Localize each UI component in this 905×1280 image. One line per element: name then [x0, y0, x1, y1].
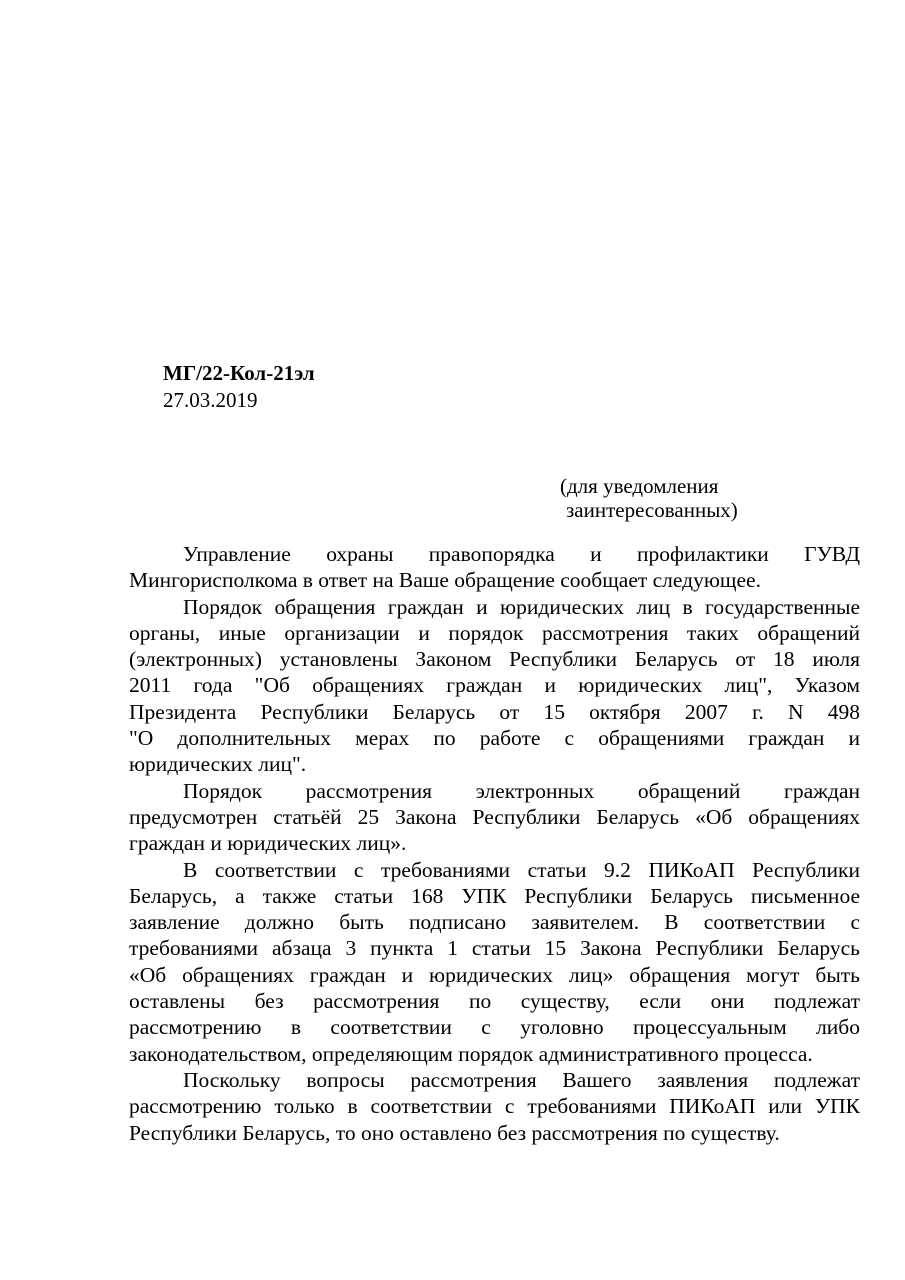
text-line: законодательством, определяющим порядок административного процесса.	[129, 1041, 813, 1066]
text-line: заявление должно быть подписано заявителем. В соответствии с	[129, 910, 860, 935]
text-line: "О дополнительных мерах по работе с обращениями граждан и	[129, 726, 860, 751]
text-line: Мингорисполкома в ответ на Ваше обращение сообщает следующее.	[129, 568, 761, 593]
addressee-line: (для уведомления	[560, 474, 719, 498]
paragraph	[129, 857, 860, 1067]
text-line: «Об обращениях граждан и юридических лиц» обращения могут быть	[129, 962, 860, 987]
text-line: предусмотрен статьёй 25 Закона Республики Беларусь «Об обращениях	[129, 804, 860, 829]
document-date: 27.03.2019	[163, 388, 258, 412]
text-line: рассмотрению в соответствии с уголовно процессуальным либо	[129, 1015, 860, 1040]
text-line: Порядок обращения граждан и юридических лиц в государственные	[183, 594, 860, 619]
text-line: требованиями абзаца 3 пункта 1 статьи 15 Закона Республики Беларусь	[129, 936, 860, 961]
text-line: органы, иные организации и порядок рассмотрения таких обращений	[129, 620, 860, 645]
text-line: юридических лиц".	[129, 752, 307, 777]
text-line: Беларусь, а также статьи 168 УПК Республики Беларусь письменное	[129, 883, 860, 908]
text-line: оставлены без рассмотрения по существу, если они подлежат	[129, 989, 860, 1014]
text-line: Республики Беларусь, то оно оставлено без рассмотрения по существу.	[129, 1120, 780, 1145]
text-line: Управление охраны правопорядка и профилактики ГУВД	[183, 542, 860, 566]
text-line: Порядок рассмотрения электронных обращений граждан	[183, 778, 860, 803]
paragraph	[129, 1067, 860, 1146]
text-line: 2011 года "Об обращениях граждан и юридических лиц", Указом	[129, 673, 860, 698]
text-line: В соответствии с требованиями статьи 9.2 ПИКоАП Республики	[183, 857, 860, 882]
letter-body	[129, 541, 860, 1146]
paragraph	[129, 778, 860, 857]
addressee-line: заинтересованных)	[566, 498, 738, 522]
paragraph	[129, 594, 860, 778]
text-line: Поскольку вопросы рассмотрения Вашего заявления подлежат	[183, 1067, 860, 1092]
addressee-block	[560, 474, 738, 522]
text-line: граждан и юридических лиц».	[129, 831, 407, 856]
text-line: Президента Республики Беларусь от 15 октября 2007 г. N 498	[129, 699, 860, 724]
document-reference-number: МГ/22-Кол-21эл	[163, 361, 315, 385]
text-line: (электронных) установлены Законом Республики Беларусь от 18 июля	[129, 647, 860, 672]
text-line: рассмотрению только в соответствии с требованиями ПИКоАП или УПК	[129, 1094, 860, 1119]
paragraph	[129, 541, 860, 594]
